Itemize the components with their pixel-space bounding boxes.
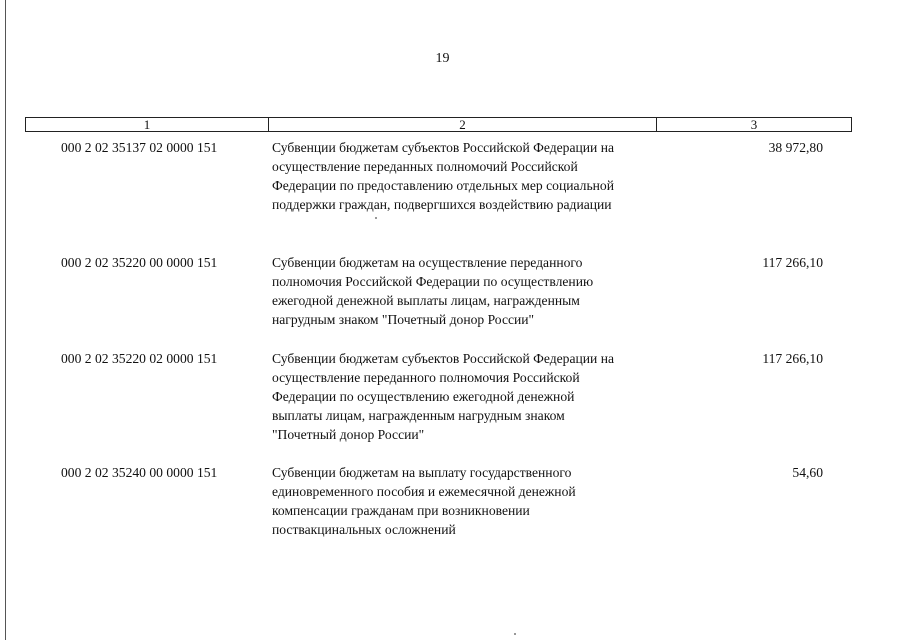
scan-speck — [514, 633, 516, 635]
row-amount: 117 266,10 — [762, 255, 823, 270]
table-header-col-3: 3 — [750, 117, 758, 132]
budget-code: 000 2 02 35240 00 0000 151 — [61, 465, 218, 480]
budget-code: 000 2 02 35220 00 0000 151 — [61, 255, 218, 270]
row-amount: 54,60 — [792, 465, 823, 480]
page-number: 19 — [435, 51, 450, 66]
budget-code: 000 2 02 35220 02 0000 151 — [61, 351, 218, 366]
table-header-col-2: 2 — [269, 118, 657, 131]
row-description: Субвенции бюджетам субъектов Российской Федерации на осуществление переданных полномочий Российской Федерации по предоставлению отдельных мер социальной поддержки граждан, подвергшихся воздействию радиации — [272, 140, 615, 212]
budget-code: 000 2 02 35137 02 0000 151 — [61, 140, 218, 155]
row-amount: 117 266,10 — [762, 351, 823, 366]
row-amount: 38 972,80 — [768, 140, 823, 155]
row-description: Субвенции бюджетам на выплату государственного единовременного пособия и ежемесячной денежной компенсации гражданам при возникновении поствакцинальных осложнений — [272, 465, 576, 537]
page-left-edge-rule — [5, 0, 6, 640]
table-header-col-1: 1 — [26, 118, 269, 131]
table-header-row — [25, 117, 852, 132]
scan-speck — [375, 217, 377, 219]
row-description: Субвенции бюджетам субъектов Российской Федерации на осуществление переданного полномочия Российской Федерации по осуществлению ежегодной денежной выплаты лицам, награжденным нагрудным знаком "Почетный донор России" — [272, 351, 615, 442]
row-description: Субвенции бюджетам на осуществление переданного полномочия Российской Федерации по осуществлению ежегодной денежной выплаты лицам, награжденным нагрудным знаком "Почетный донор России" — [272, 255, 594, 327]
